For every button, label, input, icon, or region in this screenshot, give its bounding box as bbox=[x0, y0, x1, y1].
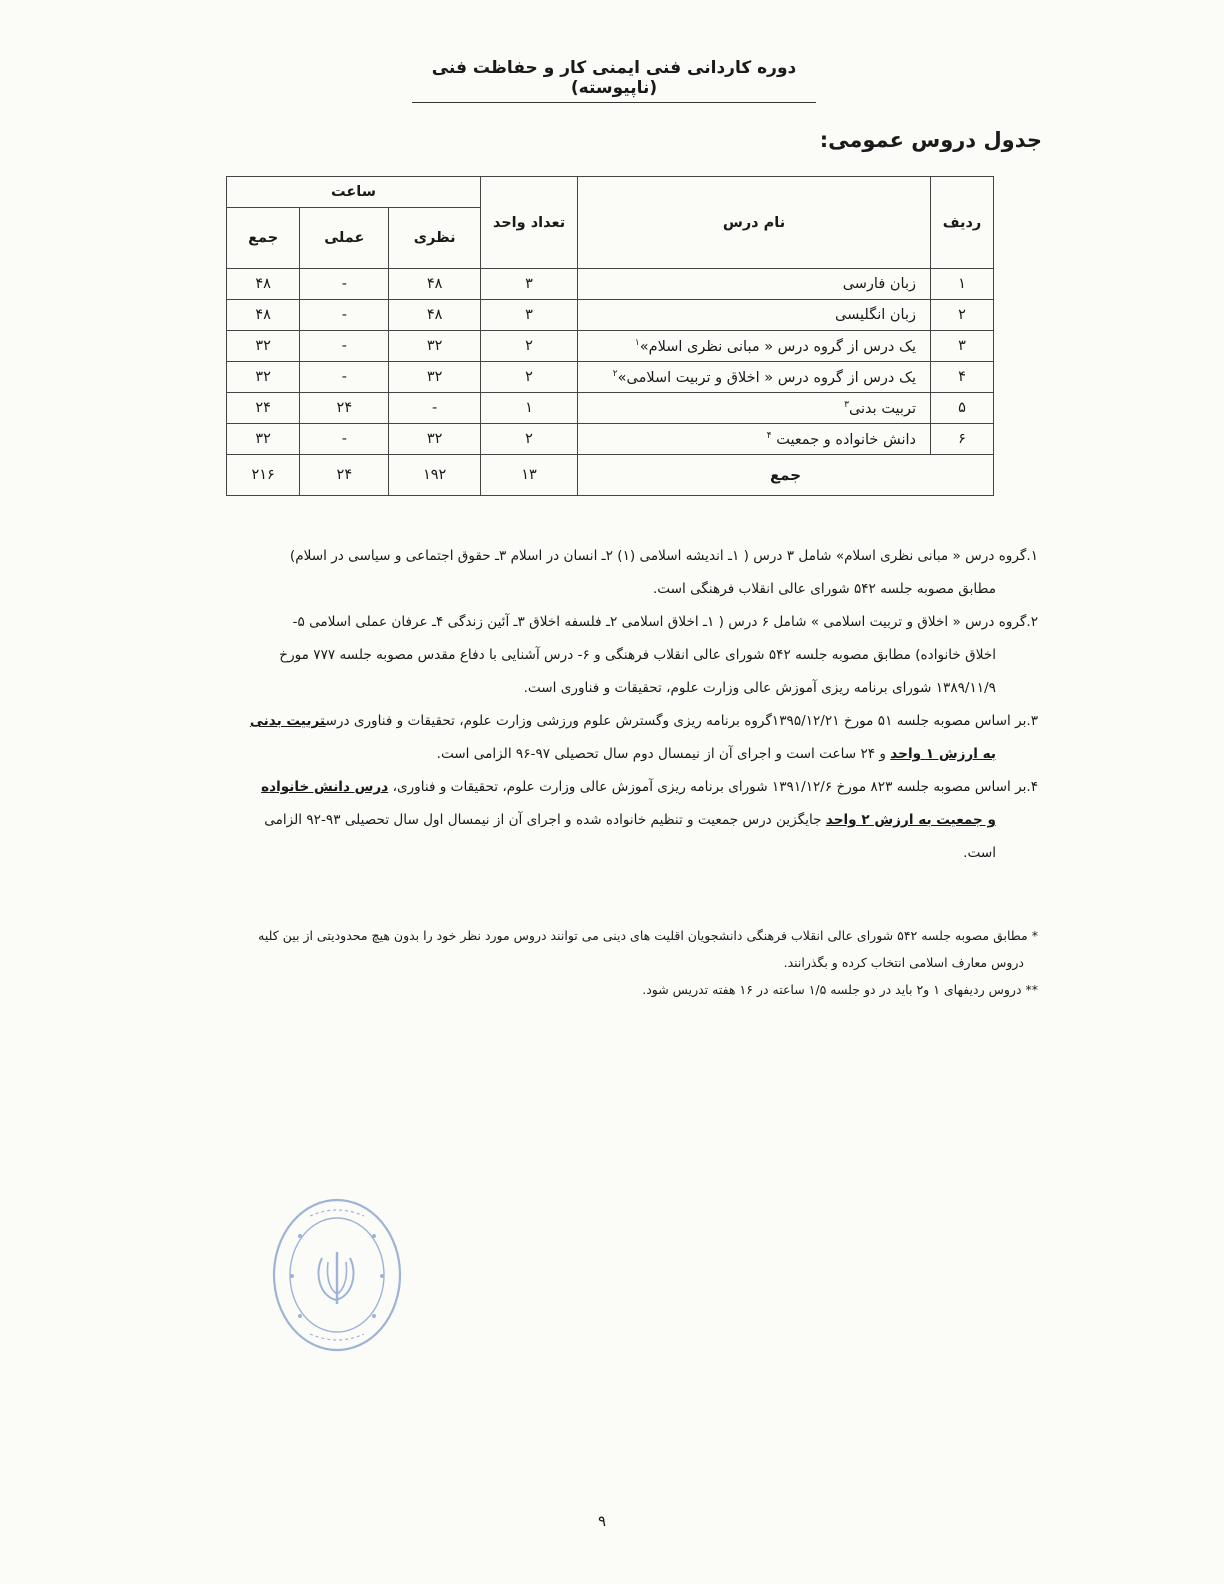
document-title: دوره کاردانی فنی ایمنی کار و حفاظت فنی (ناپیوسته) bbox=[412, 58, 816, 103]
footnote-text: اخلاق خانواده) مطابق مصوبه جلسه ۵۴۲ شورای عالی انقلاب فرهنگی و ۶- درس آشنایی با دفاع مقدس مصوبه جلسه ۷۷۷ مورخ bbox=[279, 647, 996, 663]
footnote-text: بر اساس مصوبه جلسه ۵۱ مورخ ۱۳۹۵/۱۲/۲۱گروه برنامه ریزی وگسترش علوم ورزشی وزارت علوم، تحقیقات و فناوری درس bbox=[325, 713, 1027, 729]
cell-theory: ۴۸ bbox=[389, 269, 481, 300]
cell-row-no: ۳ bbox=[931, 331, 994, 362]
footnote-text: گروه درس « اخلاق و تربیت اسلامی » شامل ۶ درس ( ۱ـ اخلاق اسلامی ۲ـ فلسفه اخلاق ۳ـ آئین زندگی ۴ـ عرفان عملی اسلامی ۵- bbox=[292, 614, 1027, 630]
remark-2 bbox=[178, 976, 1038, 1003]
footnote-3 bbox=[178, 705, 1038, 771]
cell-course-name: زبان انگلیسی bbox=[578, 300, 931, 331]
cell-total: ۲۴ bbox=[227, 393, 300, 424]
cell-total: ۳۲ bbox=[227, 362, 300, 393]
table-row bbox=[227, 269, 994, 300]
remarks bbox=[178, 922, 1038, 1003]
total-theory: ۱۹۲ bbox=[389, 455, 481, 496]
table-row bbox=[227, 424, 994, 455]
table-total-row bbox=[227, 455, 994, 496]
header-units: تعداد واحد bbox=[481, 177, 578, 269]
footnote-1 bbox=[178, 540, 1038, 606]
cell-practical: - bbox=[300, 424, 389, 455]
cell-theory: ۳۲ bbox=[389, 424, 481, 455]
cell-total: ۳۲ bbox=[227, 331, 300, 362]
cell-theory: ۳۲ bbox=[389, 331, 481, 362]
general-courses-table bbox=[226, 176, 994, 496]
total-label: جمع bbox=[578, 455, 994, 496]
cell-units: ۲ bbox=[481, 362, 578, 393]
cell-units: ۲ bbox=[481, 424, 578, 455]
footnote-text: است. bbox=[963, 845, 996, 861]
cell-theory: ۴۸ bbox=[389, 300, 481, 331]
header-practical: عملی bbox=[300, 208, 389, 269]
total-units: ۱۳ bbox=[481, 455, 578, 496]
remark-mark: * bbox=[1031, 928, 1038, 943]
cell-course-name: یک درس از گروه درس « مبانی نظری اسلام»$^۱$ bbox=[578, 331, 931, 362]
header-total: جمع bbox=[227, 208, 300, 269]
cell-row-no: ۴ bbox=[931, 362, 994, 393]
table-row bbox=[227, 393, 994, 424]
header-course-name: نام درس bbox=[578, 177, 931, 269]
footnote-text: ۱۳۸۹/۱۱/۹ شورای برنامه ریزی آموزش عالی وزارت علوم، تحقیقات و فناوری است. bbox=[523, 680, 996, 696]
total-practical: ۲۴ bbox=[300, 455, 389, 496]
footnote-ref: ۲ bbox=[612, 368, 618, 379]
footnote-number: ۳. bbox=[1026, 713, 1038, 729]
footnote-text: گروه درس « مبانی نظری اسلام» شامل ۳ درس ( ۱ـ اندیشه اسلامی (۱) ۲ـ انسان در اسلام ۳ـ حقوق اجتماعی و سیاسی در اسلام) bbox=[289, 548, 1027, 564]
cell-row-no: ۱ bbox=[931, 269, 994, 300]
footnote-text: بر اساس مصوبه جلسه ۸۲۳ مورخ ۱۳۹۱/۱۲/۶ شورای برنامه ریزی آموزش عالی وزارت علوم، تحقیقات و فناوری، bbox=[392, 779, 1027, 795]
footnote-number: ۱. bbox=[1026, 548, 1038, 564]
table-row bbox=[227, 331, 994, 362]
cell-units: ۲ bbox=[481, 331, 578, 362]
remark-text: مطابق مصوبه جلسه ۵۴۲ شورای عالی انقلاب فرهنگی دانشجویان اقلیت های دینی می توانند دروس مورد نظر خود را بدون هیچ محدودیتی از بین کلیه bbox=[258, 928, 1028, 943]
footnote-number: ۲. bbox=[1026, 614, 1038, 630]
cell-course-name: زبان فارسی bbox=[578, 269, 931, 300]
cell-total: ۴۸ bbox=[227, 269, 300, 300]
footnote-emphasis: و جمعیت به ارزش ۲ واحد bbox=[825, 812, 996, 828]
remark-mark: ** bbox=[1025, 982, 1038, 997]
cell-practical: - bbox=[300, 362, 389, 393]
footnote-emphasis: درس دانش خانواده bbox=[261, 779, 389, 795]
page-number: ۹ bbox=[597, 1512, 607, 1530]
footnotes bbox=[178, 540, 1038, 870]
cell-row-no: ۶ bbox=[931, 424, 994, 455]
cell-row-no: ۵ bbox=[931, 393, 994, 424]
cell-course-name: تربیت بدنی$^۳$ bbox=[578, 393, 931, 424]
cell-course-name: یک درس از گروه درس « اخلاق و تربیت اسلامی»$^۲$ bbox=[578, 362, 931, 393]
footnote-text: به ارزش ۱ واحد و ۲۴ ساعت است و اجرای آن از نیمسال دوم سال تحصیلی ۹۷-۹۶ الزامی است. bbox=[436, 746, 996, 762]
section-title: جدول دروس عمومی: bbox=[819, 128, 1042, 152]
footnote-ref: ۳ bbox=[844, 399, 849, 410]
cell-practical: - bbox=[300, 331, 389, 362]
footnote-emphasis: به ارزش ۱ واحد bbox=[890, 746, 996, 762]
cell-practical: - bbox=[300, 300, 389, 331]
footnote-ref: ۴ bbox=[766, 430, 772, 441]
ministry-seal-stamp bbox=[270, 1196, 404, 1354]
footnote-ref: ۱ bbox=[634, 337, 640, 348]
cell-course-name: دانش خانواده و جمعیت $^۴$ bbox=[578, 424, 931, 455]
remark-text: دروس ردیفهای ۱ و۲ باید در دو جلسه ۱/۵ ساعته در ۱۶ هفته تدریس شود. bbox=[642, 982, 1022, 997]
header-row-no: ردیف bbox=[931, 177, 994, 269]
remark-1 bbox=[178, 922, 1038, 976]
footnote-2 bbox=[178, 606, 1038, 705]
cell-units: ۳ bbox=[481, 300, 578, 331]
cell-units: ۳ bbox=[481, 269, 578, 300]
cell-practical: ۲۴ bbox=[300, 393, 389, 424]
header-theory: نظری bbox=[389, 208, 481, 269]
cell-units: ۱ bbox=[481, 393, 578, 424]
cell-row-no: ۲ bbox=[931, 300, 994, 331]
footnote-text: مطابق مصوبه جلسه ۵۴۲ شورای عالی انقلاب فرهنگی است. bbox=[652, 581, 996, 597]
cell-total: ۳۲ bbox=[227, 424, 300, 455]
table-row bbox=[227, 362, 994, 393]
cell-theory: - bbox=[389, 393, 481, 424]
remark-text: دروس معارف اسلامی انتخاب کرده و بگذرانند. bbox=[783, 955, 1024, 970]
table-row bbox=[227, 300, 994, 331]
total-hours: ۲۱۶ bbox=[227, 455, 300, 496]
footnote-emphasis: تربیت بدنی bbox=[249, 713, 326, 729]
footnote-text: و جمعیت به ارزش ۲ واحد جایگزین درس جمعیت و تنظیم خانواده شده و اجرای آن از نیمسال اول سال تحصیلی ۹۳-۹۲ الزامی bbox=[264, 812, 996, 828]
header-hours: ساعت bbox=[227, 177, 481, 208]
footnote-4 bbox=[178, 771, 1038, 870]
footnote-number: ۴. bbox=[1026, 779, 1038, 795]
cell-theory: ۳۲ bbox=[389, 362, 481, 393]
cell-total: ۴۸ bbox=[227, 300, 300, 331]
cell-practical: - bbox=[300, 269, 389, 300]
